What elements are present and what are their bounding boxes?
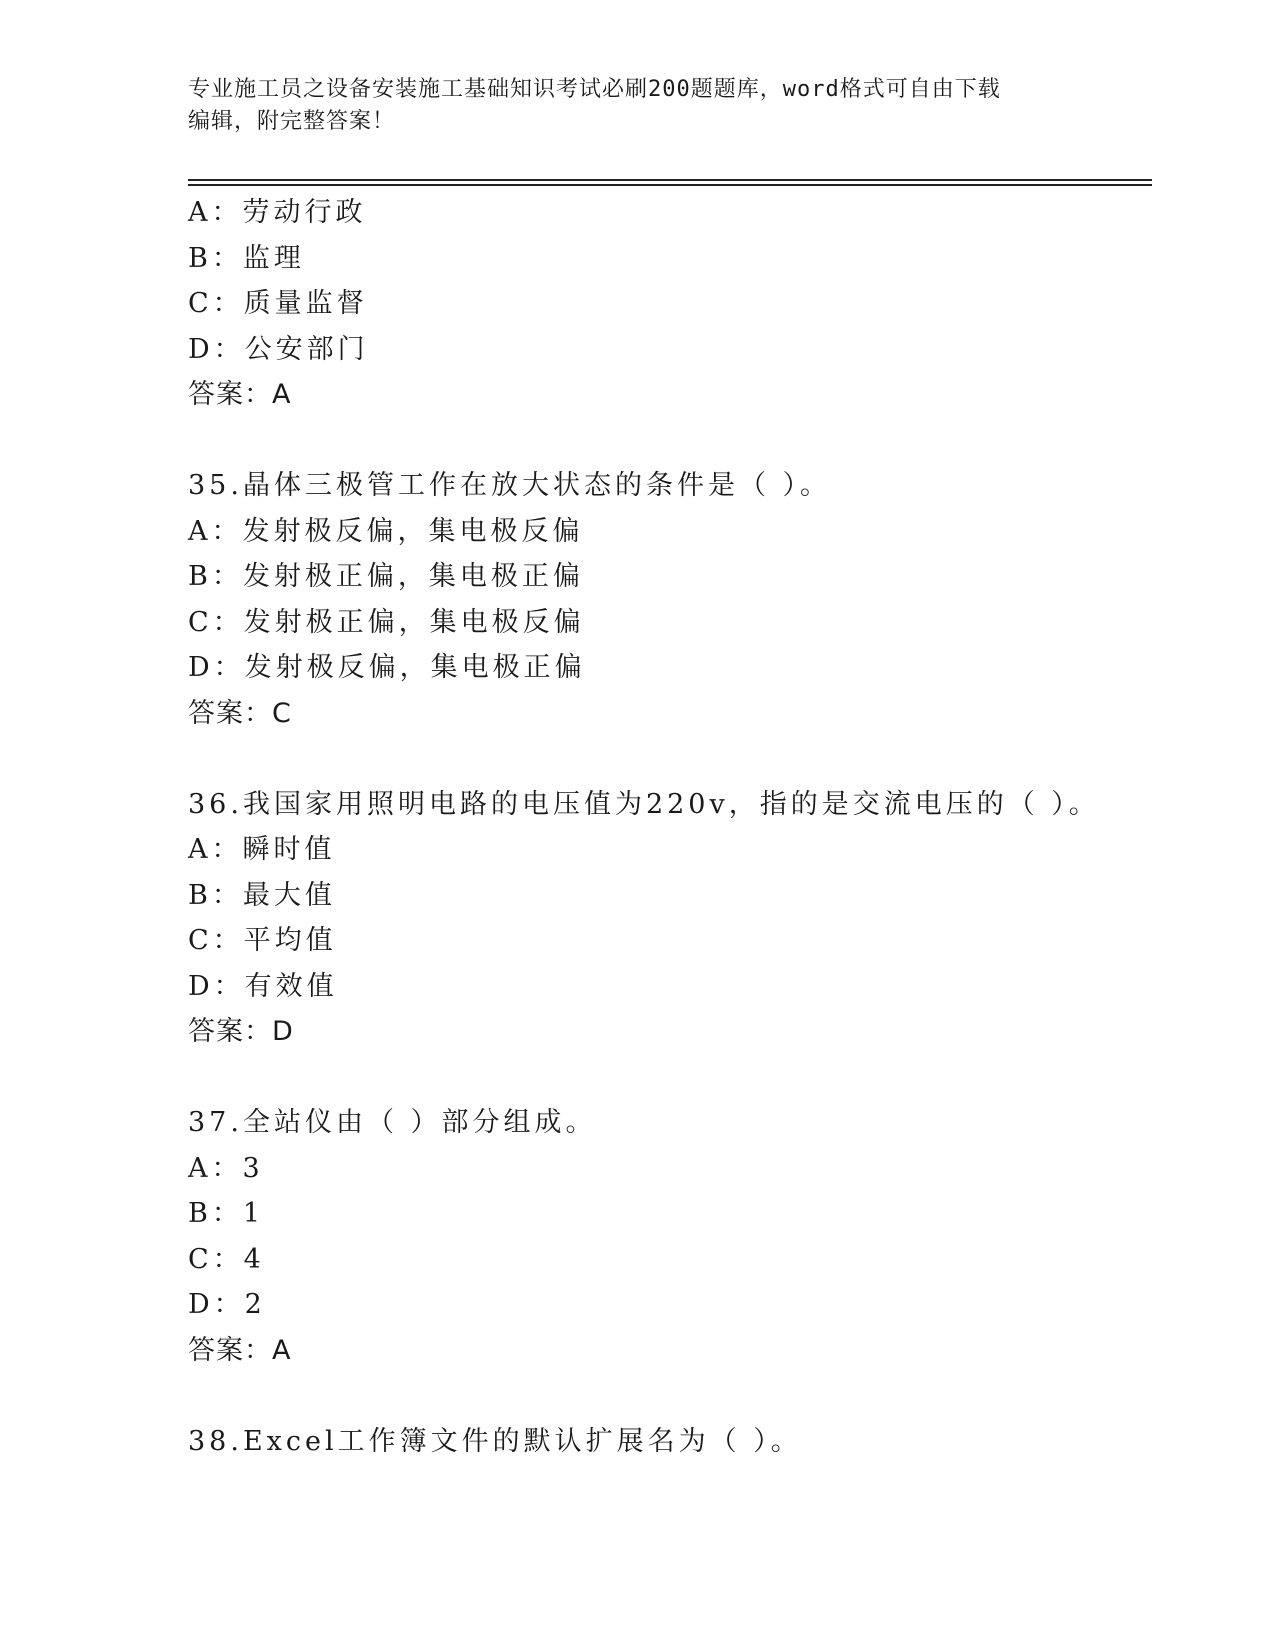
header-divider-bottom (188, 184, 1152, 186)
question-38 (188, 1419, 1148, 1465)
spacer (188, 736, 1148, 782)
header-divider-top (188, 179, 1152, 181)
spacer (188, 1373, 1148, 1419)
option-c: C：4 (188, 1243, 265, 1275)
question-stem: 35.晶体三极管工作在放大状态的条件是（ ）。 (188, 470, 832, 501)
spacer (188, 418, 1148, 464)
header-title-line-2: 编辑，附完整答案！ (188, 109, 396, 134)
question-stem: 38.Excel工作簿文件的默认扩展名为（ ）。 (188, 1425, 802, 1457)
answer-line: 答案：D (188, 1016, 294, 1047)
question-37 (188, 1100, 1148, 1373)
option-a: A：发射极反偏，集电极反偏 (188, 515, 584, 547)
option-d: D：公安部门 (188, 333, 369, 365)
option-c: C：质量监督 (188, 288, 368, 319)
question-34-continued (188, 190, 1148, 418)
answer-line: 答案：A (188, 1334, 292, 1366)
option-d: D：2 (188, 1289, 266, 1320)
option-d: D：有效值 (188, 970, 338, 1002)
option-c: C：发射极正偏，集电极反偏 (188, 606, 585, 638)
question-list (188, 190, 1148, 1464)
option-b: B：1 (188, 1198, 265, 1229)
option-b: B：最大值 (188, 879, 336, 911)
answer-line: 答案：C (188, 697, 292, 729)
answer-line: 答案：A (188, 379, 292, 410)
question-stem: 36.我国家用照明电路的电压值为220v，指的是交流电压的（ ）。 (188, 788, 1100, 820)
document-header (188, 74, 1088, 138)
question-stem: 37.全站仪由（ ）部分组成。 (188, 1107, 597, 1138)
question-35 (188, 463, 1148, 736)
option-a: A：瞬时值 (188, 834, 336, 865)
option-b: B：监理 (188, 242, 305, 274)
option-c: C：平均值 (188, 925, 337, 956)
option-a: A：3 (188, 1152, 264, 1184)
option-b: B：发射极正偏，集电极正偏 (188, 561, 584, 592)
spacer (188, 1055, 1148, 1101)
option-a: A：劳动行政 (188, 197, 367, 228)
header-title-line-1: 专业施工员之设备安装施工基础知识考试必刷200题题库，word格式可自由下载 (188, 77, 1001, 102)
option-d: D：发射极反偏，集电极正偏 (188, 652, 586, 683)
question-36 (188, 782, 1148, 1055)
